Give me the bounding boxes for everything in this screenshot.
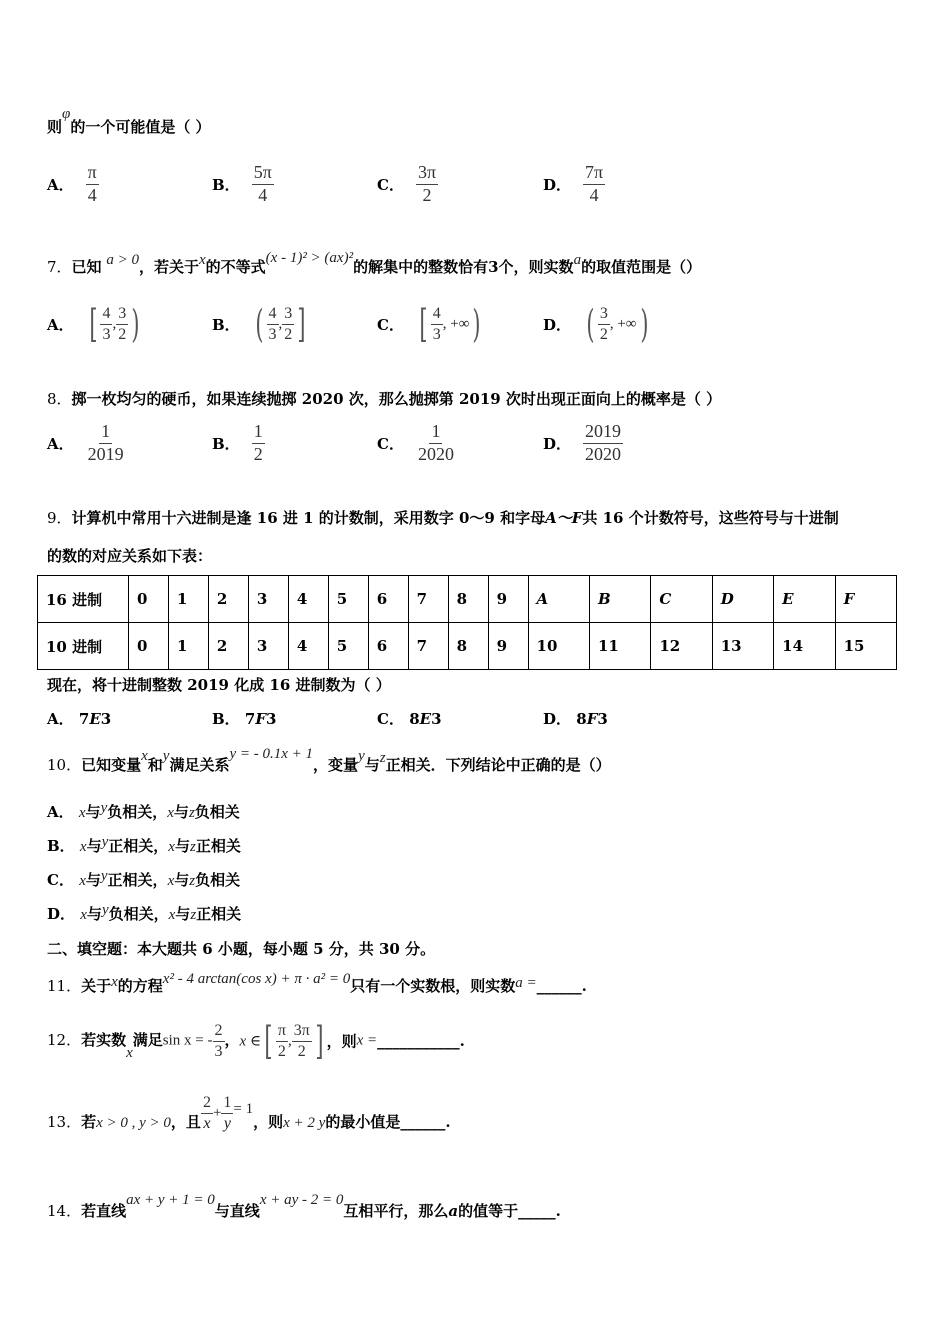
q7-stem: 7．已知 a > 0，若关于x的不等式(x - 1)² > (ax)²的解集中的整数恰有3个，则实数a的取值范围是（） — [47, 250, 702, 276]
table-cell: 3 — [248, 623, 288, 670]
table-cell: 5 — [328, 576, 368, 623]
table-cell: 0 — [129, 623, 169, 670]
q9-option-a: A． 7E3 — [47, 710, 112, 728]
q10-option-c: C． x与y正相关，x与z负相关 — [47, 868, 241, 889]
q9-stem-line2: 的数的对应关系如下表： — [47, 547, 213, 565]
table-header-cell: 16 进制 — [38, 576, 129, 623]
table-cell: 4 — [288, 576, 328, 623]
q8-option-b: B． $\frac{1}{2}$ — [212, 421, 263, 464]
table-cell: 11 — [589, 623, 650, 670]
table-cell: 12 — [651, 623, 712, 670]
table-cell: 1 — [168, 576, 208, 623]
table-cell: F — [835, 576, 896, 623]
q9-option-c: C． 8E3 — [377, 710, 442, 728]
table-cell: 7 — [408, 623, 448, 670]
q11-stem: 11．关于x的方程x² - 4 arctan(cos x) + π · a² = 0只有一个实数根，则实数a =______. — [47, 971, 587, 995]
q9-option-b: B． 7F3 — [212, 710, 277, 728]
table-cell: 5 — [328, 623, 368, 670]
section-heading: 二、填空题：本大题共 6 小题，每小题 5 分，共 30 分。 — [47, 940, 436, 958]
table-cell: D — [712, 576, 773, 623]
table-header-cell: 10 进制 — [38, 623, 129, 670]
q10-option-a: A． x与y负相关，x与z负相关 — [47, 800, 240, 821]
table-row — [38, 623, 897, 670]
q14-stem: 14．若直线ax + y + 1 = 0与直线x + ay - 2 = 0互相平行，那么a的值等于_____. — [47, 1192, 561, 1220]
table-cell: 8 — [448, 576, 488, 623]
q7-option-b: B． ( $\frac{4}{3}$ , $\frac{3}{2}$ ] — [212, 302, 306, 347]
q8-option-d: D． $\frac{2019}{2020}$ — [543, 421, 622, 464]
table-cell: 3 — [248, 576, 288, 623]
table-cell: C — [651, 576, 712, 623]
q12-stem: 12．若实数x满足sin x = - $\frac{2}{3}$ ，x ∈[ $\frac{\pi}{2}$ , $\frac{3\pi}{2}$ ] ，则x =___________. — [47, 1019, 465, 1064]
q10-option-d: D． x与y负相关，x与z正相关 — [47, 902, 242, 923]
table-cell: 13 — [712, 623, 773, 670]
table-cell: 4 — [288, 623, 328, 670]
table-cell: 0 — [129, 576, 169, 623]
table-cell: 6 — [368, 623, 408, 670]
q7-option-c: C． [ $\frac{4}{3}$ , +∞) — [377, 302, 481, 347]
q6-stem: 则φ的一个可能值是（ ） — [47, 106, 211, 136]
q9-question: 现在，将十进制整数 2019 化成 16 进制数为（ ） — [47, 676, 391, 694]
q6-option-c: C． $\frac{3\pi}{2}$ — [377, 162, 437, 205]
table-row — [38, 576, 897, 623]
table-cell: 1 — [168, 623, 208, 670]
q9-option-d: D． 8F3 — [543, 710, 608, 728]
table-cell: 2 — [208, 623, 248, 670]
q7-option-a: A． [ $\frac{4}{3}$ , $\frac{3}{2}$ ) — [47, 302, 140, 347]
q10-option-b: B． x与y正相关，x与z正相关 — [47, 834, 241, 855]
table-cell: 7 — [408, 576, 448, 623]
table-cell: 9 — [488, 576, 528, 623]
q10-stem: 10．已知变量x和y满足关系y = - 0.1x + 1，变量y与z正相关．下列结论中正确的是（） — [47, 746, 611, 774]
table-cell: 8 — [448, 623, 488, 670]
table-cell: 15 — [835, 623, 896, 670]
table-cell: A — [528, 576, 589, 623]
table-cell: 10 — [528, 623, 589, 670]
table-cell: B — [589, 576, 650, 623]
q8-option-c: C． $\frac{1}{2020}$ — [377, 421, 454, 464]
q13-stem: 13．若x > 0 , y > 0，且 $\frac{2}{x}$ + $\frac{1}{y}$ = 1，则x + 2 y的最小值是______. — [47, 1094, 451, 1132]
hex-table — [37, 575, 897, 670]
q6-option-b: B． $\frac{5\pi}{4}$ — [212, 162, 272, 205]
table-cell: 2 — [208, 576, 248, 623]
table-cell: 6 — [368, 576, 408, 623]
q6-option-d: D． $\frac{7\pi}{4}$ — [543, 162, 604, 205]
table-cell: 14 — [774, 623, 835, 670]
q9-stem-line1: 9．计算机中常用十六进制是逢 16 进 1 的计数制，采用数字 0～9 和字母A～F共 16 个计数符号，这些符号与十进制 — [47, 509, 839, 527]
q8-option-a: A． $\frac{1}{2019}$ — [47, 421, 124, 464]
q8-stem: 8．掷一枚均匀的硬币，如果连续抛掷 2020 次，那么抛掷第 2019 次时出现正面向上的概率是（ ） — [47, 390, 722, 408]
q7-option-d: D． ( $\frac{3}{2}$ , +∞) — [543, 302, 648, 347]
table-cell: E — [774, 576, 835, 623]
q6-option-a: A． $\frac{\pi}{4}$ — [47, 162, 97, 205]
table-cell: 9 — [488, 623, 528, 670]
